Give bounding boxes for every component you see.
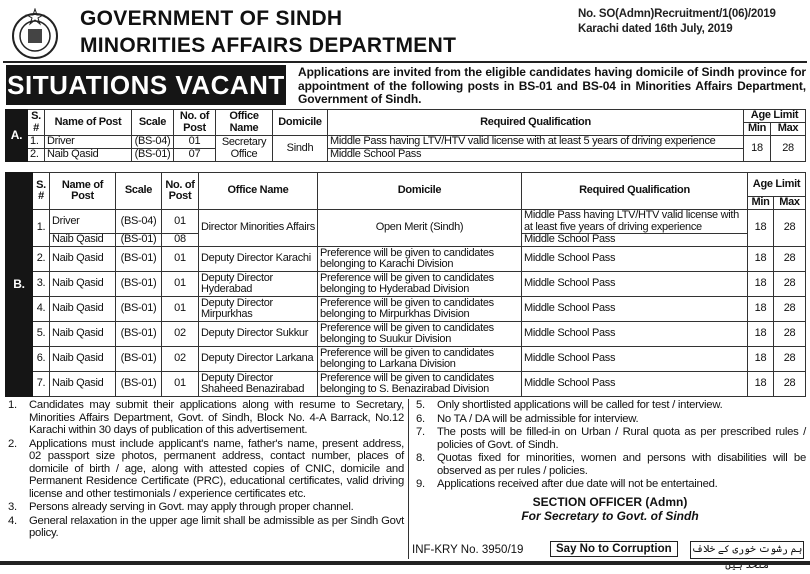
scale: (BS-01) (116, 372, 162, 397)
domicile: Preference will be given to candidates belonging to Hyderabad Division (318, 272, 522, 297)
header-qualification: Required Qualification (522, 173, 748, 210)
domicile: Preference will be given to candidates belonging to S. Benazirabad Division (318, 372, 522, 397)
bottom-border (0, 561, 810, 565)
note-text: Applications received after due date will not be entertained. (437, 478, 718, 490)
post-name: Naib Qasid (50, 234, 116, 247)
office-name: Director Minorities Affairs (199, 210, 318, 247)
age-max: 28 (774, 272, 806, 297)
urdu-slogan-badge: ہم رشوت خوری کے خلاف متحد ہیں (690, 541, 804, 559)
table-row (6, 297, 806, 322)
header-domicile: Domicile (273, 110, 328, 136)
table-row (6, 149, 806, 162)
table-row (6, 136, 806, 149)
header-government-title: GOVERNMENT OF SINDH (80, 7, 343, 30)
header-age-limit: Age Limit (748, 173, 806, 197)
table-row (6, 347, 806, 372)
post-count: 02 (162, 322, 199, 347)
age-min: 18 (748, 347, 774, 372)
age-max: 28 (774, 210, 806, 247)
post-count: 01 (174, 136, 216, 149)
note-number: 1. (8, 399, 17, 411)
header-sno: S. # (33, 173, 50, 210)
post-count: 01 (162, 272, 199, 297)
age-max: 28 (774, 297, 806, 322)
age-min: 18 (744, 136, 771, 162)
header-qualification: Required Qualification (328, 110, 744, 136)
header-divider (3, 61, 807, 63)
post-count: 01 (162, 297, 199, 322)
post-name: Naib Qasid (50, 347, 116, 372)
domicile: Preference will be given to candidates belonging to Larkana Division (318, 347, 522, 372)
domicile: Open Merit (Sindh) (318, 210, 522, 247)
note-item (412, 399, 806, 412)
age-min: 18 (748, 297, 774, 322)
age-max: 28 (771, 136, 806, 162)
scale: (BS-01) (116, 247, 162, 272)
post-name: Naib Qasid (50, 247, 116, 272)
note-number: 7. (416, 426, 425, 438)
post-count: 01 (162, 372, 199, 397)
table-a (5, 109, 806, 162)
table-row (6, 322, 806, 347)
header-department-title: MINORITIES AFFAIRS DEPARTMENT (80, 34, 457, 57)
note-item (4, 438, 404, 501)
note-item (4, 501, 404, 514)
note-item (412, 478, 806, 491)
domicile: Sindh (273, 136, 328, 162)
inf-number: INF-KRY No. 3950/19 (412, 544, 524, 556)
post-name: Naib Qasid (50, 297, 116, 322)
note-text: Candidates may submit their applications along with resume to Secretary, Minorities Affairs Department, Govt. of Sindh, Block No. 4-A Barrack, No.12 Karachi within 30 days of publication of this advertisement. (29, 399, 404, 436)
sno: 6. (33, 347, 50, 372)
note-text: The posts will be filled-in on Urban / Rural quota as per prescribed rules / policies of Govt. of Sindh. (437, 426, 806, 451)
post-count: 01 (162, 247, 199, 272)
note-item (4, 515, 404, 540)
qualification: Middle School Pass (522, 347, 748, 372)
office-name: Deputy Director Hyderabad (199, 272, 318, 297)
header-scale: Scale (132, 110, 174, 136)
age-max: 28 (774, 347, 806, 372)
note-number: 8. (416, 452, 425, 464)
note-text: Quotas fixed for minorities, women and persons with disabilities will be observed as per rules / policies. (437, 452, 806, 477)
post-count: 07 (174, 149, 216, 162)
sno: 5. (33, 322, 50, 347)
table-row (6, 372, 806, 397)
post-count: 01 (162, 210, 199, 234)
table-row (6, 272, 806, 297)
intro-paragraph: Applications are invited from the eligible candidates having domicile of Sindh province for appointment of the following posts in BS-01 and BS-04 in Minorities Affairs Department, Government of Sindh. (298, 65, 806, 106)
note-number: 4. (8, 514, 17, 527)
section-label-a: A. (6, 110, 28, 162)
situations-vacant-banner: SITUATIONS VACANT (6, 65, 286, 105)
notes-divider (408, 399, 409, 559)
post-name: Driver (50, 210, 116, 234)
note-text: General relaxation in the upper age limit shall be admissible as per Sindh Govt policy. (29, 514, 404, 539)
domicile: Preference will be given to candidates belonging to Suukur Division (318, 322, 522, 347)
note-text: Only shortlisted applications will be called for test / interview. (437, 399, 723, 411)
qualification: Middle Pass having LTV/HTV valid license with at least five years of driving experience (522, 210, 748, 234)
office-name: Deputy Director Karachi (199, 247, 318, 272)
note-number: 2. (8, 437, 17, 450)
note-text: Persons already serving in Govt. may apply through proper channel. (29, 501, 354, 513)
signature-block (440, 495, 780, 523)
section-label-b: B. (6, 173, 33, 397)
qualification: Middle School Pass (522, 372, 748, 397)
office-name: Deputy Director Larkana (199, 347, 318, 372)
sno: 1. (33, 210, 50, 247)
note-number: 6. (416, 412, 425, 425)
note-number: 3. (8, 501, 17, 513)
header-min: Min (748, 197, 774, 210)
note-item (412, 413, 806, 426)
say-no-to-corruption-badge: Say No to Corruption (550, 541, 678, 557)
note-number: 5. (416, 399, 425, 411)
age-max: 28 (774, 247, 806, 272)
header-num: No. of Post (174, 110, 216, 136)
post-name: Naib Qasid (50, 322, 116, 347)
header-office: Office Name (199, 173, 318, 210)
age-min: 18 (748, 372, 774, 397)
header-age-limit: Age Limit (744, 110, 806, 123)
sno: 7. (33, 372, 50, 397)
header-min: Min (744, 123, 771, 136)
age-min: 18 (748, 247, 774, 272)
qualification: Middle School Pass (522, 322, 748, 347)
domicile: Preference will be given to candidates belonging to Mirpurkhas Division (318, 297, 522, 322)
qualification: Middle School Pass (328, 149, 744, 162)
post-name: Driver (45, 136, 132, 149)
age-min: 18 (748, 210, 774, 247)
header-max: Max (774, 197, 806, 210)
table-row (6, 247, 806, 272)
age-max: 28 (774, 322, 806, 347)
scale: (BS-04) (116, 210, 162, 234)
header-sno: S. # (28, 110, 45, 136)
post-name: Naib Qasid (50, 372, 116, 397)
signature-subtitle: For Secretary to Govt. of Sindh (521, 509, 699, 523)
sindh-government-seal-logo (10, 8, 60, 60)
header-scale: Scale (116, 173, 162, 210)
header-max: Max (771, 123, 806, 136)
header-post: Name of Post (45, 110, 132, 136)
sno: 3. (33, 272, 50, 297)
scale: (BS-01) (116, 234, 162, 247)
header-office: Office Name (216, 110, 273, 136)
scale: (BS-01) (116, 297, 162, 322)
qualification: Middle Pass having LTV/HTV valid license with at least 5 years of driving experience (328, 136, 744, 149)
sno: 1. (28, 136, 45, 149)
table-b (5, 172, 806, 397)
scale: (BS-01) (132, 149, 174, 162)
notes-left (4, 399, 404, 541)
header-domicile: Domicile (318, 173, 522, 210)
notes-right (412, 399, 806, 492)
qualification: Middle School Pass (522, 297, 748, 322)
header-num: No. of Post (162, 173, 199, 210)
note-number: 9. (416, 478, 425, 490)
dated-line: Karachi dated 16th July, 2019 (578, 23, 733, 35)
sno: 2. (33, 247, 50, 272)
qualification: Middle School Pass (522, 234, 748, 247)
table-row (6, 210, 806, 234)
signature-title: SECTION OFFICER (Admn) (532, 495, 688, 509)
domicile: Preference will be given to candidates belonging to Karachi Division (318, 247, 522, 272)
scale: (BS-01) (116, 347, 162, 372)
scale: (BS-04) (132, 136, 174, 149)
qualification: Middle School Pass (522, 247, 748, 272)
office-name: Deputy Director Mirpurkhas (199, 297, 318, 322)
note-text: Applications must include applicant's name, father's name, present address, 02 passport size photos, permanent address, contact number, places of domicile of birth / age, along with attested copies of CNIC, domicile and Permanent Residence Certificate (PRC), educational certificates, valid driving license and other testimonials / experience certificates etc. (29, 437, 404, 500)
office-name: Deputy Director Shaheed Benazirabad (199, 372, 318, 397)
age-min: 18 (748, 272, 774, 297)
scale: (BS-01) (116, 322, 162, 347)
post-count: 08 (162, 234, 199, 247)
scale: (BS-01) (116, 272, 162, 297)
sno: 4. (33, 297, 50, 322)
office-name: Secretary Office (216, 136, 273, 162)
header-post: Name of Post (50, 173, 116, 210)
age-max: 28 (774, 372, 806, 397)
post-name: Naib Qasid (50, 272, 116, 297)
post-count: 02 (162, 347, 199, 372)
note-item (4, 399, 404, 437)
note-text: No TA / DA will be admissible for interview. (437, 412, 639, 425)
post-name: Naib Qasid (45, 149, 132, 162)
note-item (412, 426, 806, 451)
age-min: 18 (748, 322, 774, 347)
note-item (412, 452, 806, 477)
office-name: Deputy Director Sukkur (199, 322, 318, 347)
reference-number: No. SO(Admn)Recruitment/1(06)/2019 (578, 8, 776, 20)
qualification: Middle School Pass (522, 272, 748, 297)
sno: 2. (28, 149, 45, 162)
